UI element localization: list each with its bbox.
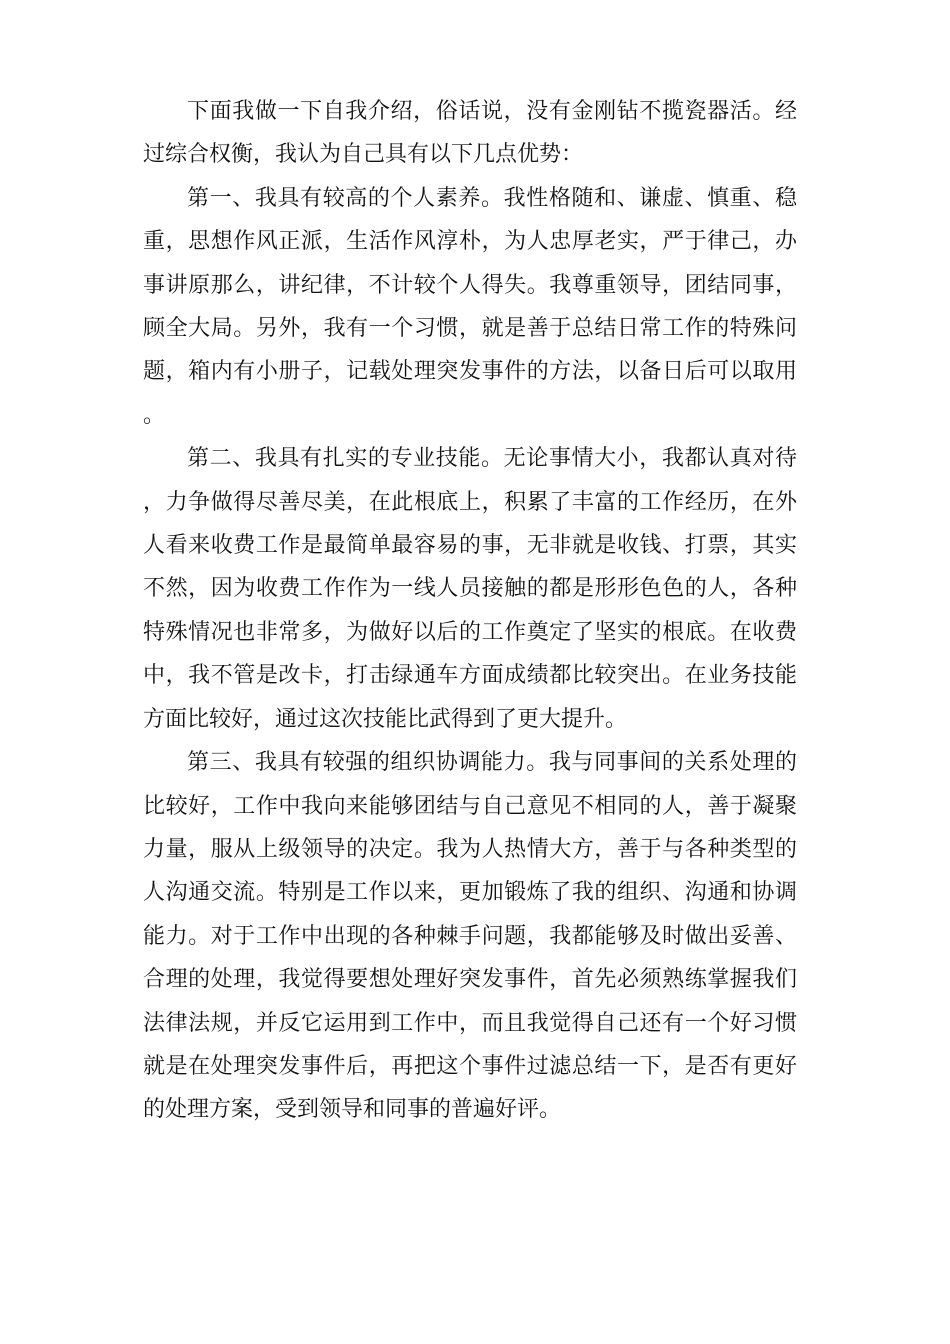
paragraph-first-strength: 第一、我具有较高的个人素养。我性格随和、谦虚、慎重、稳重，思想作风正派，生活作风淳朴，为人忠厚老实，严于律己，办事讲原那么，讲纪律，不计较个人得失。我尊重领导，团结同事，顾全大局。另外，我有一个习惯，就是善于总结日常工作的特殊问题，箱内有小册子，记载处理突发事件的方法，以备日后可以取用。 [143, 185, 797, 428]
paragraph-second-strength: 第二、我具有扎实的专业技能。无论事情大小，我都认真对待，力争做得尽善尽美，在此根底上，积累了丰富的工作经历，在外人看来收费工作是最简单最容易的事，无非就是收钱、打票，其实不然，因为收费工作作为一线人员接触的都是形形色色的人，各种特殊情况也非常多，为做好以后的工作奠定了坚实的根底。在收费中，我不管是改卡，打击绿通车方面成绩都比较突出。在业务技能方面比较好，通过这次技能比武得到了更大提升。 [143, 446, 797, 732]
paragraph-third-strength: 第三、我具有较强的组织协调能力。我与同事间的关系处理的比较好，工作中我向来能够团结与自己意见不相同的人，善于凝聚力量，服从上级领导的决定。我为人热情大方，善于与各种类型的人沟通交流。特别是工作以来，更加锻炼了我的组织、沟通和协调能力。对于工作中出现的各种棘手问题，我都能够及时做出妥善、合理的处理，我觉得要想处理好突发事件，首先必须熟练掌握我们法律法规，并反它运用到工作中，而且我觉得自己还有一个好习惯就是在处理突发事件后，再把这个事件过滤总结一下，是否有更好的处理方案，受到领导和同事的普遍好评。 [143, 750, 797, 1123]
paragraph-intro: 下面我做一下自我介绍，俗话说，没有金刚钻不揽瓷器活。经过综合权衡，我认为自己具有以下几点优势： [143, 99, 797, 168]
document-body [143, 90, 797, 1132]
